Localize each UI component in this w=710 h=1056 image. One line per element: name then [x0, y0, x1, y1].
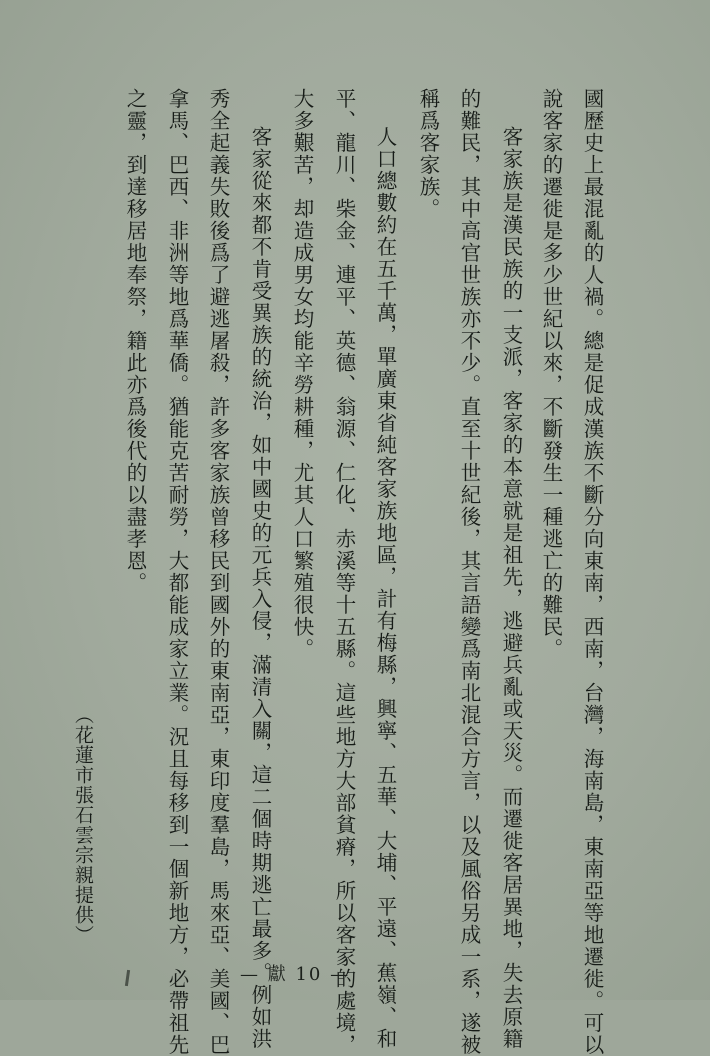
text-column-8: 大多艱苦，却造成男女均能辛勞耕種，尤其人口繁殖很快。 [290, 88, 314, 660]
text-column-11: 拿馬、巴西、非洲等地爲華僑。猶能克苦耐勞，大都能成家立業。況且每移到一個新地方，必帶祖先 [165, 88, 189, 1056]
credit-note: （花蓮市張石雲宗親提供） [72, 705, 94, 945]
text-column-5: 稱爲客家族。 [416, 88, 440, 220]
text-column-9: 客家從來都不肯受異族的統治，如中國史的元兵入侵，滿清入關，這二個時期逃亡最多。例如洪 [248, 126, 272, 1050]
text-column-6: 人口總數約在五千萬，單廣東省純客家族地區，計有梅縣，興寧、五華、大埔、平遠、蕉嶺、和 [373, 126, 397, 1050]
text-column-2: 說客家的遷徙是多少世紀以來，不斷發生一種逃亡的難民。 [539, 88, 563, 660]
text-column-3: 客家族是漢民族的一支派，客家的本意就是祖先，逃避兵亂或天災。而遷徙客居異地，失去原籍 [499, 126, 523, 1050]
text-column-12: 之靈，到達移居地奉祭，籍此亦爲後代的以盡孝恩。 [123, 88, 147, 594]
text-column-10: 秀全起義失敗後爲了避逃屠殺，許多客家族曾移民到國外的東南亞，東印度羣島，馬來亞、美國、巴 [206, 88, 230, 1056]
ink-mark [125, 970, 130, 986]
text-column-4: 的難民，其中高官世族亦不少。直至十世紀後，其言語變爲南北混合方言，以及風俗另成一系，遂被 [457, 88, 481, 1056]
text-column-1: 國歷史上最混亂的人禍。總是促成漢族不斷分向東南，西南，台灣，海南島，東南亞等地遷徙。可以 [580, 88, 604, 1056]
page-number: — 獻 10 — [240, 964, 351, 985]
text-column-7: 平、龍川、柴金、連平、英德、翁源、仁化、赤溪等十五縣。這些地方大部貧瘠，所以客家的處境， [332, 88, 356, 1056]
